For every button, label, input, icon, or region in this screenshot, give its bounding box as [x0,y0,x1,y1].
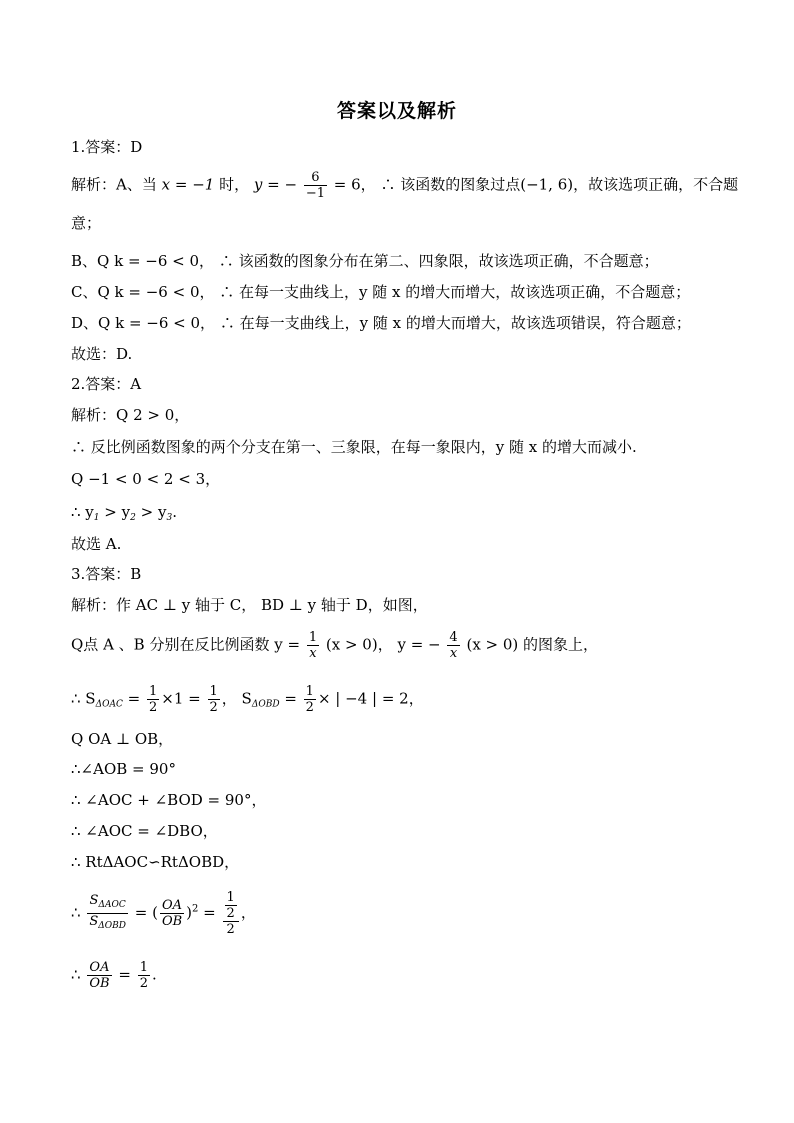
q3-l3-eq1: = [122,689,141,708]
q2-l4-sub3: 3 [166,513,173,523]
q3-l9-pre: ∴ [71,903,81,922]
q3-l10-num: OA [87,960,111,976]
q3-l3-sub2: ΔOBD [251,699,280,710]
q3-l2-frac1 [307,630,319,661]
q3-l9-inner-num: 1 [226,890,235,905]
q1-a-frac-num: 6 [304,170,327,186]
q2-l4-sub1: 1 [93,513,100,523]
q3-l9-inner-frac [225,890,237,921]
q2-l4-end: . [172,503,177,521]
q3-l3-eq2: = [279,689,297,708]
q2-pick: 故选 A. [71,535,122,553]
q3-l3-f2-num: 1 [209,684,218,699]
q3-line-9 [71,890,256,937]
q3-l2-f1-den: x [309,646,317,661]
q3-line-8: ∴ RtΔAOC∽RtΔOBD， [71,853,240,871]
q3-l10-v-num: 1 [139,960,148,975]
page-title: 答案以及解析 [336,100,457,122]
q3-l9-area-frac [87,893,128,934]
q3-l9-square: 2 [192,903,199,915]
q3-l9-area-num [87,893,128,914]
q3-l9-eq: = ( [134,903,158,922]
q3-line-5: ∴∠AOB = 90° [71,760,176,778]
q3-l9-num-s: S [89,893,99,908]
q3-l3-sub1: ΔOAC [95,699,123,710]
q3-l9-num-sub: ΔAOC [98,900,126,910]
q2-line-2: ∴ 反比例函数图象的两个分支在第一、三象限，在每一象限内，y 随 x 的增大而减小. [71,438,637,456]
q3-line-1: 解析：作 AC ⊥ y 轴于 C， BD ⊥ y 轴于 D，如图， [71,596,428,614]
q3-l2-b: (x > 0)， y = − [325,635,441,654]
q3-line-3 [71,684,424,716]
q3-l9-compound-num [223,890,239,922]
q3-l2-f2-den: x [449,646,458,661]
q3-l2-f1-num: 1 [308,630,318,645]
q3-l3-f2-den: 2 [209,700,218,715]
q3-l10-value-frac [138,960,150,991]
q3-l9-den-sub: ΔOBD [98,921,126,931]
q3-l3-end: × | −4 | = 2， [317,689,424,708]
q3-l3-frac1 [147,684,159,715]
q3-l9-ratio-num: OA [160,898,184,914]
q3-l3-mid: ×1 = [161,689,201,708]
q3-l3-pre: ∴ S [71,689,96,708]
q1-a-lead: 解析：A、当 [71,175,157,194]
q1-a-shi: 时， [219,175,250,194]
q1-analysis-a [71,170,738,201]
q2-line-4 [71,501,177,529]
q1-a-eq: = 6， [333,175,376,194]
q3-l2-frac2 [447,630,459,661]
q3-l9-end: ， [240,903,256,922]
q3-l10-v-den: 2 [139,976,148,991]
q1-answer: 1.答案：D [71,138,143,156]
q3-l10-end: . [151,965,157,984]
q3-l9-area-den [87,914,128,934]
q3-l9-ratio-frac [160,898,184,929]
q2-l4-sub2: 2 [130,513,136,523]
q1-analysis-a-cont: 意； [71,214,102,232]
q3-l3-f3-num: 1 [305,684,314,699]
q3-l9-compound-frac [223,890,239,937]
q1-analysis-c: C、Q k = −6 < 0， ∴ 在每一支曲线上，y 随 x 的增大而增大，故该选项正确，不合题意； [71,283,691,301]
q3-line-7: ∴ ∠AOC = ∠DBO， [71,822,218,840]
q1-a-condition: x = −1 [161,175,215,194]
q3-line-2 [71,630,598,661]
q2-line-3: Q −1 < 0 < 2 < 3， [71,470,221,488]
q1-a-y: y = − [253,175,298,194]
q3-l10-pre: ∴ [71,965,81,984]
q3-l3-frac3 [304,684,316,715]
q2-l4-m2: > y [135,503,167,521]
q1-analysis-d: D、Q k = −6 < 0， ∴ 在每一支曲线上，y 随 x 的增大而增大，故该选项错误，符合题意； [71,314,691,332]
q3-l9-inner-den: 2 [226,906,235,921]
q2-l4-m1: > y [99,503,131,521]
q1-a-tail: ∴ 该函数的图象过点(−1, 6)，故该选项正确，不合题 [380,175,739,194]
q3-line-10 [71,960,157,991]
q3-l9-den-s: S [89,914,99,929]
q3-l3-f1-num: 1 [148,684,158,699]
q1-a-fraction [304,170,327,201]
q2-l4-pre: ∴ y [71,503,94,521]
q3-line-6: ∴ ∠AOC + ∠BOD = 90°， [71,791,267,809]
q2-line-1: 解析：Q 2 > 0， [71,406,190,424]
q3-l9-compound-den: 2 [226,922,235,937]
q3-answer: 3.答案：B [71,565,142,583]
q3-l3-sep: ， S [221,689,252,708]
q3-l10-eq: = [118,965,131,984]
q2-answer: 2.答案：A [71,375,142,393]
q3-l3-f3-den: 2 [305,700,314,715]
q3-l3-f1-den: 2 [148,700,158,715]
q1-a-frac-den: −1 [305,186,325,201]
q3-l2-f2-num: 4 [449,630,458,645]
q3-l10-den: OB [89,976,110,991]
q3-l9-eq2: = [203,903,216,922]
q3-l2-c: (x > 0) 的图象上， [466,635,599,654]
q1-pick: 故选：D. [71,345,133,363]
q3-l9-ratio-den: OB [161,914,183,929]
q3-l3-frac2 [208,684,220,715]
q3-l10-ratio-frac [87,960,111,991]
q1-analysis-b: B、Q k = −6 < 0， ∴ 该函数的图象分布在第二、四象限，故该选项正确，不合题意； [71,252,659,270]
q3-l9-close: ) [186,903,193,922]
q3-line-4: Q OA ⊥ OB， [71,730,174,748]
q3-l2-a: Q点 A 、B 分别在反比例函数 y = [71,635,301,654]
